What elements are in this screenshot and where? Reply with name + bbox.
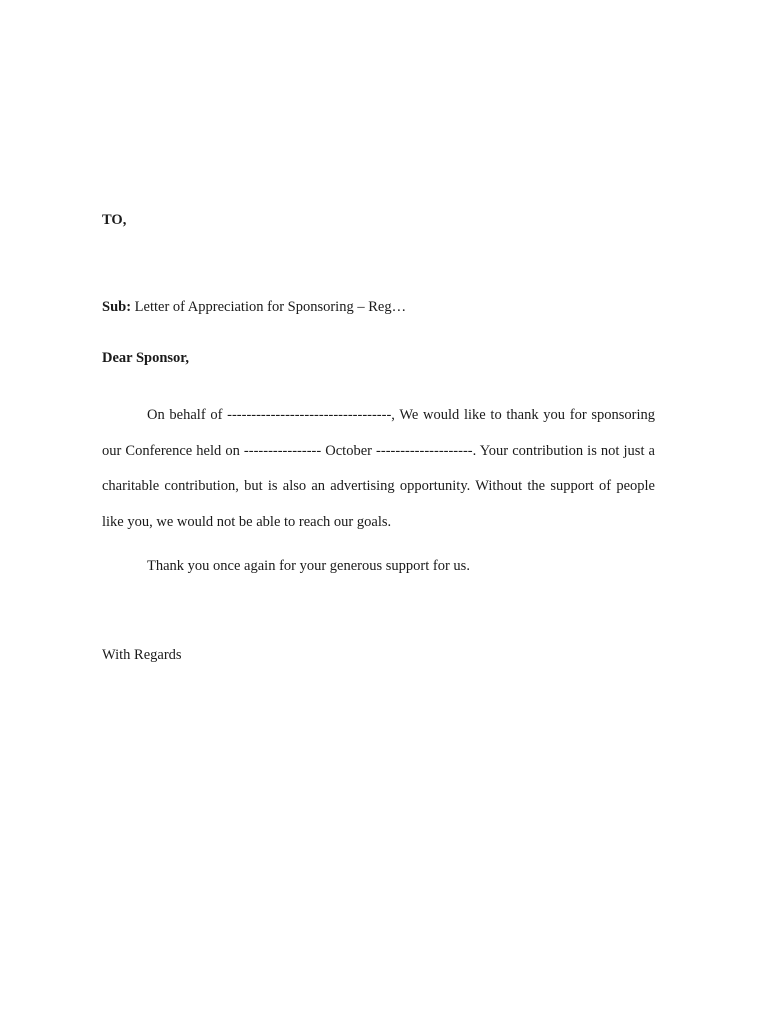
subject-label: Sub: [102,299,132,315]
subject-line [102,299,406,316]
body-paragraph-1: On behalf of ----------------------------------, We would like to thank you for sponsoring our Conference held on ---------------- October --------------------. Your contribution is not just a charitable contribution, but is also an advertising opportunity. Without the support of people like you, we would not be able to reach our goals. [102,407,655,531]
closing: With Regards [102,647,182,663]
salutation: Dear Sponsor, [102,350,190,366]
subject-text: Letter of Appreciation for Sponsoring – Reg… [131,299,407,315]
recipient-heading: TO, [102,212,127,228]
body-paragraph-2: Thank you once again for your generous support for us. [147,558,470,574]
